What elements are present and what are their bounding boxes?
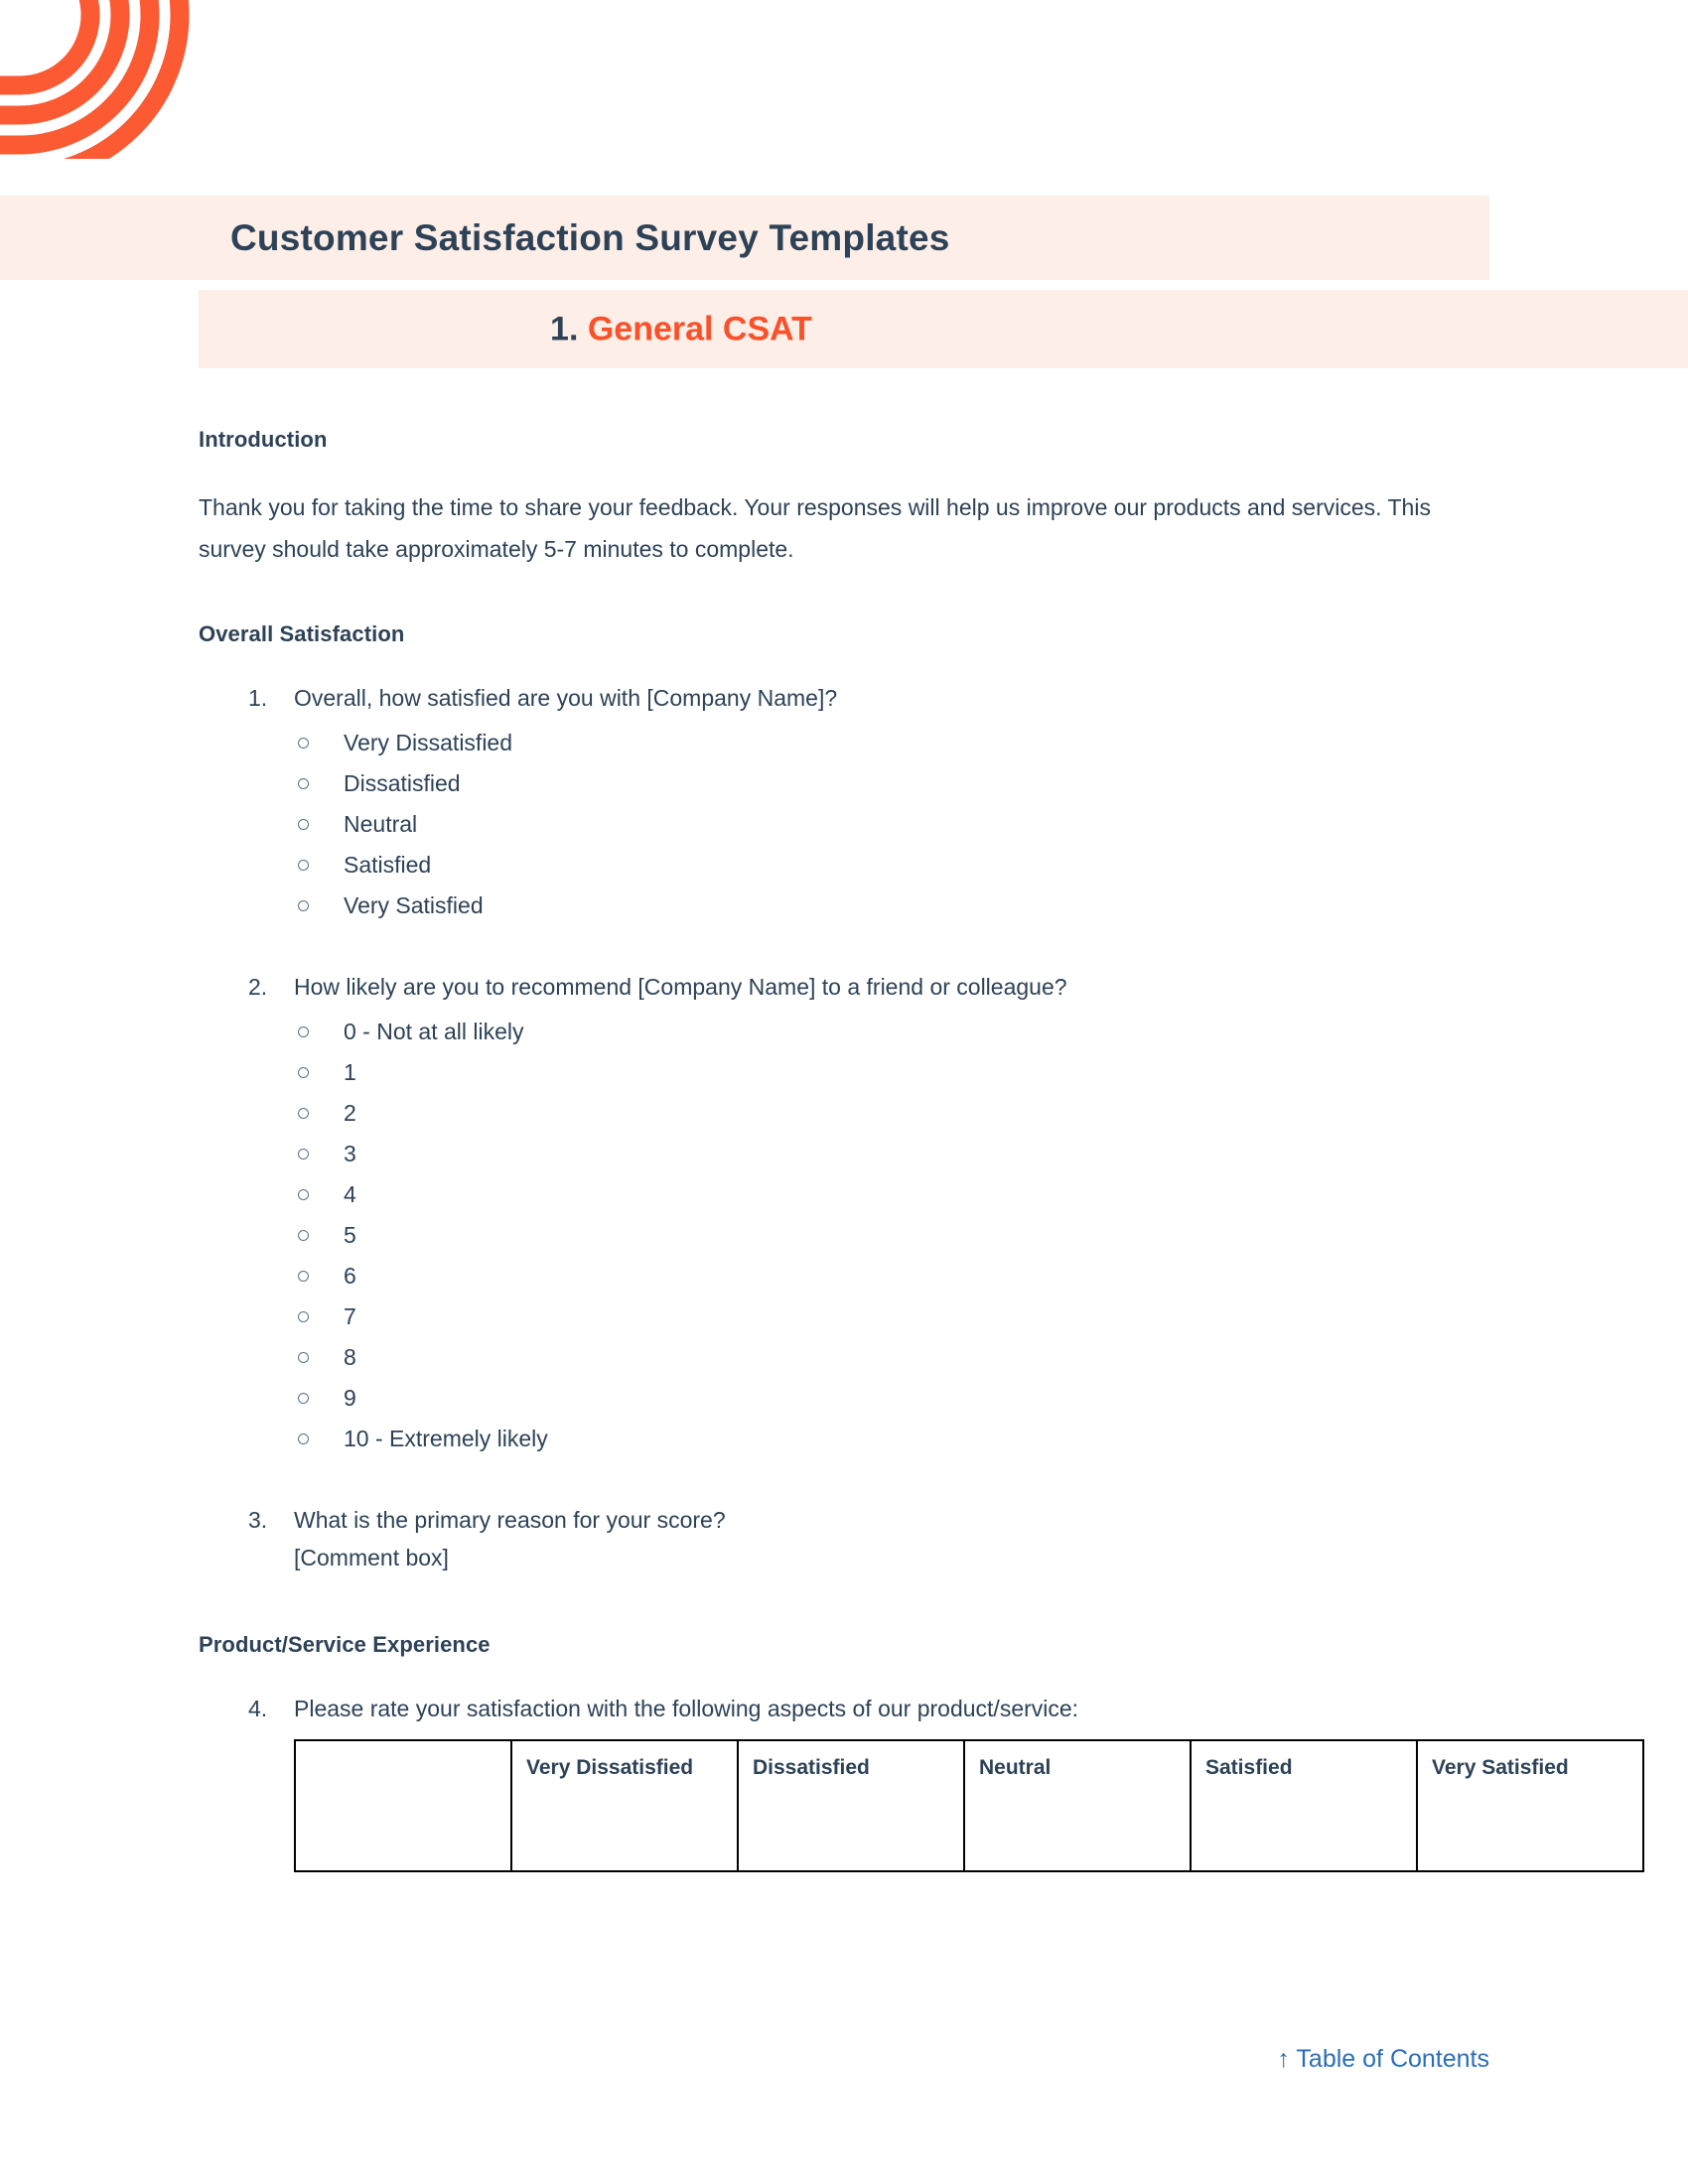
page-title: Customer Satisfaction Survey Templates	[230, 216, 950, 258]
option-item[interactable]	[294, 1174, 1489, 1215]
table-header-very-dissatisfied: Very Dissatisfied	[511, 1740, 738, 1871]
question-3-comment-box[interactable]: [Comment box]	[294, 1545, 449, 1570]
overall-satisfaction-heading: Overall Satisfaction	[199, 621, 405, 646]
radio-circle-icon[interactable]	[298, 738, 309, 749]
question-2-number: 2.	[248, 974, 268, 1000]
option-item[interactable]	[294, 723, 1489, 763]
radio-circle-icon[interactable]	[298, 900, 309, 911]
option-label: Very Satisfied	[344, 892, 484, 918]
option-item[interactable]	[294, 763, 1489, 804]
radio-circle-icon[interactable]	[298, 819, 309, 830]
table-header-very-satisfied: Very Satisfied	[1417, 1740, 1643, 1871]
option-item[interactable]	[294, 804, 1489, 845]
option-item[interactable]	[294, 1012, 1489, 1052]
option-label: 3	[344, 1141, 356, 1166]
radio-circle-icon[interactable]	[298, 860, 309, 871]
radio-circle-icon[interactable]	[298, 1393, 309, 1404]
option-item[interactable]	[294, 1134, 1489, 1174]
radio-circle-icon[interactable]	[298, 1108, 309, 1119]
option-label: 10 - Extremely likely	[344, 1426, 548, 1451]
decorative-arcs	[0, 0, 318, 159]
section-number: 1.	[550, 310, 579, 347]
radio-circle-icon[interactable]	[298, 1189, 309, 1200]
option-item[interactable]	[294, 845, 1489, 886]
table-header-neutral: Neutral	[964, 1740, 1191, 1871]
radio-circle-icon[interactable]	[298, 1311, 309, 1322]
section-name: General CSAT	[587, 310, 812, 347]
option-item[interactable]	[294, 1093, 1489, 1134]
table-of-contents-link[interactable]: ↑ Table of Contents	[1277, 2045, 1489, 2073]
overall-satisfaction-questions	[199, 681, 1489, 1578]
radio-circle-icon[interactable]	[298, 1271, 309, 1282]
question-1-text: Overall, how satisfied are you with [Company Name]?	[294, 685, 838, 711]
option-label: Very Dissatisfied	[344, 730, 513, 755]
document-title-banner	[0, 196, 1489, 280]
question-3-number: 3.	[248, 1507, 268, 1533]
question-4-text: Please rate your satisfaction with the following aspects of our product/service:	[294, 1696, 1079, 1721]
question-1-options	[294, 723, 1489, 926]
radio-circle-icon[interactable]	[298, 1433, 309, 1444]
table-header-dissatisfied: Dissatisfied	[738, 1740, 964, 1871]
radio-circle-icon[interactable]	[298, 1230, 309, 1241]
radio-circle-icon[interactable]	[298, 1067, 309, 1078]
option-label: 8	[344, 1344, 356, 1370]
table-row	[295, 1740, 1643, 1871]
radio-circle-icon[interactable]	[298, 1352, 309, 1363]
question-2-text: How likely are you to recommend [Company Name] to a friend or colleague?	[294, 974, 1067, 1000]
product-service-questions	[199, 1692, 1569, 1872]
option-label: 0 - Not at all likely	[344, 1019, 524, 1044]
introduction-heading: Introduction	[199, 427, 328, 452]
question-1	[199, 681, 1489, 926]
option-label: 5	[344, 1222, 356, 1248]
option-label: 4	[344, 1181, 356, 1207]
section-heading	[199, 310, 1164, 348]
option-label: 9	[344, 1385, 356, 1411]
option-label: Dissatisfied	[344, 770, 461, 796]
radio-circle-icon[interactable]	[298, 1026, 309, 1037]
option-label: 6	[344, 1263, 356, 1289]
option-label: Neutral	[344, 811, 418, 837]
option-item[interactable]	[294, 1337, 1489, 1378]
question-1-number: 1.	[248, 685, 268, 711]
option-label: 7	[344, 1303, 356, 1329]
option-item[interactable]	[294, 886, 1489, 926]
option-item[interactable]	[294, 1215, 1489, 1256]
introduction-paragraph: Thank you for taking the time to share your feedback. Your responses will help us improve our products and services. This survey should take approximately 5-7 minutes to complete.	[199, 494, 1431, 562]
question-3	[199, 1503, 1489, 1578]
option-label: Satisfied	[344, 852, 432, 878]
question-3-text: What is the primary reason for your score?	[294, 1507, 726, 1533]
question-2-options	[294, 1012, 1489, 1459]
option-item[interactable]	[294, 1419, 1489, 1459]
document-body	[199, 427, 1569, 1872]
table-header-aspect	[295, 1740, 511, 1871]
concentric-arcs-icon	[0, 0, 318, 159]
option-label: 2	[344, 1100, 356, 1126]
rating-matrix-table	[294, 1739, 1644, 1872]
option-label: 1	[344, 1059, 356, 1085]
section-title-banner	[199, 290, 1688, 368]
product-service-experience-heading: Product/Service Experience	[199, 1632, 491, 1657]
option-item[interactable]	[294, 1378, 1489, 1419]
table-header-satisfied: Satisfied	[1191, 1740, 1417, 1871]
question-4	[199, 1692, 1569, 1872]
option-item[interactable]	[294, 1052, 1489, 1093]
radio-circle-icon[interactable]	[298, 778, 309, 789]
radio-circle-icon[interactable]	[298, 1149, 309, 1160]
option-item[interactable]	[294, 1256, 1489, 1297]
option-item[interactable]	[294, 1297, 1489, 1337]
question-4-number: 4.	[248, 1696, 268, 1721]
question-2	[199, 970, 1489, 1459]
